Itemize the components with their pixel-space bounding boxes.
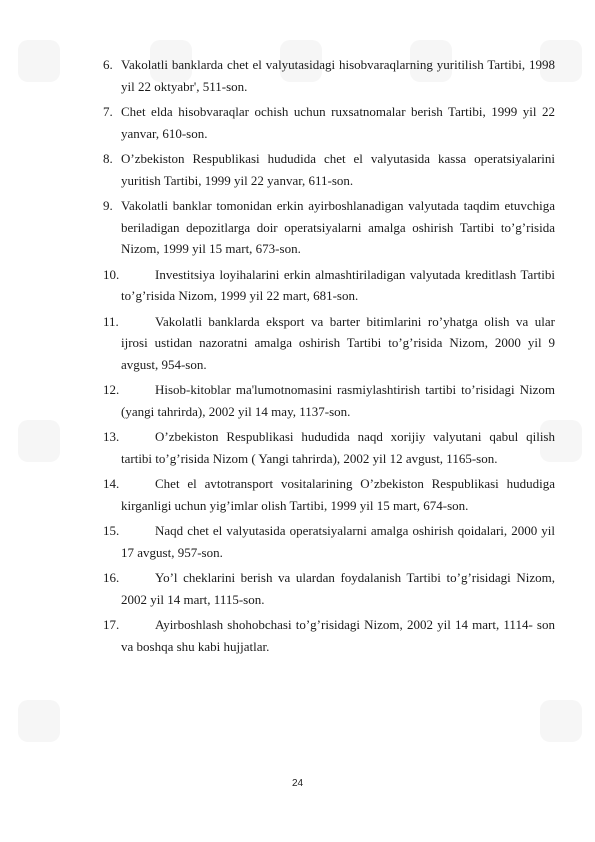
item-text: Chet elda hisobvaraqlar ochish uchun ruxsatnomalar berish Tartibi, 1999 yil 22 yanvar, 610-son. [121, 104, 555, 141]
item-text: Naqd chet el valyutasida operatsiyalarni amalga oshirish qoidalari, 2000 yil 17 avgust, 957-son. [121, 523, 555, 560]
item-text: Investitsiya loyihalarini erkin almashtiriladigan valyutada kreditlash Tartibi to’g’risida Nizom, 1999 yil 22 mart, 681-son. [121, 266, 555, 303]
item-text: O’zbekiston Respublikasi hududida chet el valyutasida kassa operatsiyalarini yuritish Tartibi, 1999 yil 22 yanvar, 611-son. [121, 151, 555, 188]
item-text: Vakolatli banklarda chet el valyutasidagi hisobvaraqlarning yuritilish Tartibi, 1998 yil 22 oktyabr', 511-son. [121, 57, 555, 94]
reference-list [103, 54, 555, 661]
watermark-tile [18, 420, 60, 462]
list-item [103, 54, 555, 97]
item-number: 17. [103, 617, 120, 632]
item-number: 13. [103, 429, 120, 444]
list-item [103, 195, 555, 260]
item-text: O’zbekiston Respublikasi hududida naqd xorijiy valyutani qabul qilish tartibi to’g’risida Nizom ( Yangi tahrirda), 2002 yil 12 avgust, 1165-son. [121, 429, 555, 466]
item-number: 10. [103, 266, 120, 282]
item-number: 16. [103, 570, 120, 585]
item-number: 7. [103, 104, 113, 119]
list-item [103, 614, 555, 657]
watermark-tile [18, 40, 60, 82]
list-item [103, 520, 555, 563]
list-item [103, 101, 555, 144]
list-item [103, 264, 555, 307]
page-number: 24 [291, 778, 304, 789]
item-text: Ayirboshlash shohobchasi to’g’risidagi Nizom, 2002 yil 14 mart, 1114- son va boshqa shu kabi hujjatlar. [121, 617, 555, 654]
item-text: Vakolatli banklar tomonidan erkin ayirboshlanadigan valyutada taqdim etuvchiga beriladigan depozitlarga doir operatsiyalarni amalga oshirish Tartibi to’g’risida Nizom, 1999 yil 15 mart, 673-son. [121, 198, 555, 256]
list-item [103, 148, 555, 191]
item-number: 6. [103, 57, 113, 72]
item-text: Hisob-kitoblar ma'lumotnomasini rasmiylashtirish tartibi to’risidagi Nizom (yangi tahrirda), 2002 yil 14 may, 1137-son. [121, 382, 555, 419]
item-number: 14. [103, 476, 120, 491]
watermark-tile [18, 700, 60, 742]
list-item [103, 473, 555, 516]
list-item [103, 379, 555, 422]
list-item [103, 567, 555, 610]
item-text: Chet el avtotransport vositalarining O’zbekiston Respublikasi hududiga kirganligi uchun yig’imlar olish Tartibi, 1999 yil 15 mart, 674-son. [121, 476, 555, 513]
item-number: 11. [103, 313, 119, 329]
item-text: Vakolatli banklarda eksport va barter bitimlarini ro’yhatga olish va ular ijrosi ustidan nazoratni amalga oshirish Tartibi to’g’risida Nizom, 2000 yil 9 avgust, 954-son. [121, 313, 555, 372]
list-item [103, 426, 555, 469]
item-number: 12. [103, 382, 120, 397]
watermark-tile [540, 700, 582, 742]
item-number: 15. [103, 523, 120, 538]
item-text: Yo’l cheklarini berish va ulardan foydalanish Tartibi to’g’risidagi Nizom, 2002 yil 14 mart, 1115-son. [121, 570, 555, 607]
list-item [103, 311, 555, 376]
item-number: 9. [103, 198, 113, 213]
item-number: 8. [103, 151, 113, 166]
